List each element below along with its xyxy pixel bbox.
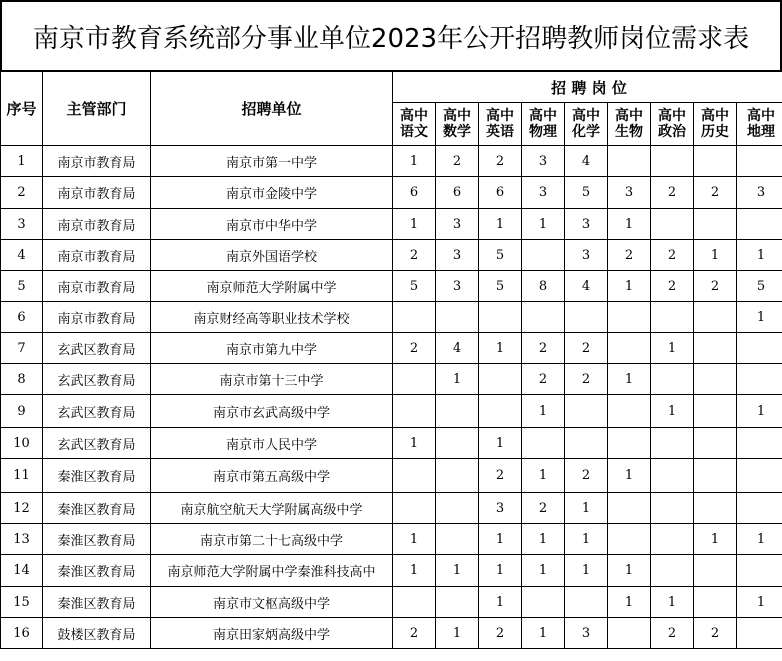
row-count bbox=[565, 587, 608, 618]
row-dept: 秦淮区教育局 bbox=[43, 587, 151, 618]
row-unit: 南京市玄武高级中学 bbox=[151, 395, 393, 428]
table-row bbox=[1, 618, 782, 649]
subject-name: 数学 bbox=[443, 124, 471, 140]
row-dept: 秦淮区教育局 bbox=[43, 459, 151, 493]
subject-level: 高中 bbox=[443, 108, 471, 124]
row-count bbox=[737, 459, 782, 493]
row-seq: 10 bbox=[1, 428, 43, 459]
table-row bbox=[1, 395, 782, 428]
row-count bbox=[651, 209, 694, 240]
row-dept: 南京市教育局 bbox=[43, 146, 151, 177]
row-count bbox=[565, 395, 608, 428]
header-subject bbox=[393, 103, 436, 146]
row-count bbox=[608, 428, 651, 459]
subject-name: 化学 bbox=[572, 124, 600, 140]
table-row bbox=[1, 493, 782, 524]
row-count: 1 bbox=[393, 209, 436, 240]
row-count: 1 bbox=[565, 493, 608, 524]
row-count bbox=[436, 587, 479, 618]
row-count: 1 bbox=[737, 240, 782, 271]
row-count: 2 bbox=[694, 177, 737, 209]
table-row bbox=[1, 587, 782, 618]
row-count bbox=[522, 240, 565, 271]
row-count: 3 bbox=[436, 209, 479, 240]
row-count bbox=[694, 302, 737, 333]
header-subject bbox=[608, 103, 651, 146]
row-count bbox=[522, 428, 565, 459]
row-count: 2 bbox=[522, 333, 565, 364]
row-count bbox=[694, 209, 737, 240]
row-count: 1 bbox=[651, 333, 694, 364]
row-count: 1 bbox=[694, 240, 737, 271]
subject-name: 物理 bbox=[529, 124, 557, 140]
table-row bbox=[1, 428, 782, 459]
row-count bbox=[737, 146, 782, 177]
row-count: 1 bbox=[737, 524, 782, 555]
row-count: 2 bbox=[436, 146, 479, 177]
header-subject bbox=[565, 103, 608, 146]
row-count bbox=[436, 302, 479, 333]
row-count: 1 bbox=[565, 555, 608, 587]
row-dept: 秦淮区教育局 bbox=[43, 493, 151, 524]
table-row bbox=[1, 302, 782, 333]
row-count bbox=[651, 524, 694, 555]
row-count: 1 bbox=[608, 364, 651, 395]
table-row bbox=[1, 333, 782, 364]
header-subject bbox=[694, 103, 737, 146]
row-count bbox=[436, 428, 479, 459]
row-unit: 南京田家炳高级中学 bbox=[151, 618, 393, 649]
row-count: 3 bbox=[737, 177, 782, 209]
row-seq: 11 bbox=[1, 459, 43, 493]
row-count bbox=[393, 395, 436, 428]
row-dept: 玄武区教育局 bbox=[43, 428, 151, 459]
row-seq: 2 bbox=[1, 177, 43, 209]
row-unit: 南京市第一中学 bbox=[151, 146, 393, 177]
header-seq: 序号 bbox=[1, 72, 43, 146]
row-count bbox=[694, 395, 737, 428]
row-unit: 南京师范大学附属中学 bbox=[151, 271, 393, 302]
row-count bbox=[651, 302, 694, 333]
subject-level: 高中 bbox=[747, 108, 776, 124]
row-count: 2 bbox=[479, 146, 522, 177]
row-unit: 南京市中华中学 bbox=[151, 209, 393, 240]
row-count bbox=[694, 364, 737, 395]
row-count bbox=[608, 302, 651, 333]
row-count bbox=[694, 493, 737, 524]
row-count: 1 bbox=[522, 395, 565, 428]
row-count: 1 bbox=[522, 618, 565, 649]
row-dept: 鼓楼区教育局 bbox=[43, 618, 151, 649]
table-row bbox=[1, 364, 782, 395]
row-count: 2 bbox=[651, 271, 694, 302]
row-count: 4 bbox=[436, 333, 479, 364]
row-dept: 南京市教育局 bbox=[43, 209, 151, 240]
row-count: 1 bbox=[479, 209, 522, 240]
row-count: 2 bbox=[694, 618, 737, 649]
subject-level: 高中 bbox=[615, 108, 643, 124]
row-unit: 南京航空航天大学附属高级中学 bbox=[151, 493, 393, 524]
row-count bbox=[393, 459, 436, 493]
row-count bbox=[651, 555, 694, 587]
row-count bbox=[522, 302, 565, 333]
row-dept: 秦淮区教育局 bbox=[43, 524, 151, 555]
row-count: 1 bbox=[522, 459, 565, 493]
subject-name: 生物 bbox=[615, 124, 643, 140]
row-count: 2 bbox=[479, 618, 522, 649]
row-count: 3 bbox=[436, 271, 479, 302]
row-count: 5 bbox=[393, 271, 436, 302]
row-count: 3 bbox=[522, 146, 565, 177]
row-count: 2 bbox=[565, 364, 608, 395]
row-count bbox=[608, 493, 651, 524]
row-count: 3 bbox=[565, 240, 608, 271]
row-unit: 南京市第九中学 bbox=[151, 333, 393, 364]
row-count: 4 bbox=[565, 271, 608, 302]
row-dept: 玄武区教育局 bbox=[43, 333, 151, 364]
row-seq: 12 bbox=[1, 493, 43, 524]
row-count bbox=[737, 364, 782, 395]
row-unit: 南京师范大学附属中学秦淮科技高中 bbox=[151, 555, 393, 587]
row-seq: 3 bbox=[1, 209, 43, 240]
row-count bbox=[694, 555, 737, 587]
table-row bbox=[1, 459, 782, 493]
row-count: 1 bbox=[651, 395, 694, 428]
row-unit: 南京市第五高级中学 bbox=[151, 459, 393, 493]
row-seq: 9 bbox=[1, 395, 43, 428]
row-count: 1 bbox=[608, 459, 651, 493]
row-dept: 南京市教育局 bbox=[43, 302, 151, 333]
row-count bbox=[479, 395, 522, 428]
row-seq: 16 bbox=[1, 618, 43, 649]
row-seq: 13 bbox=[1, 524, 43, 555]
header-dept: 主管部门 bbox=[43, 72, 151, 146]
row-count: 1 bbox=[608, 587, 651, 618]
row-seq: 7 bbox=[1, 333, 43, 364]
row-count: 4 bbox=[565, 146, 608, 177]
row-unit: 南京市金陵中学 bbox=[151, 177, 393, 209]
row-count: 2 bbox=[565, 333, 608, 364]
row-count bbox=[608, 146, 651, 177]
row-count bbox=[694, 146, 737, 177]
table-row bbox=[1, 524, 782, 555]
row-count: 1 bbox=[651, 587, 694, 618]
row-count bbox=[737, 428, 782, 459]
row-count bbox=[393, 587, 436, 618]
row-count bbox=[651, 364, 694, 395]
row-count bbox=[565, 302, 608, 333]
row-count bbox=[479, 364, 522, 395]
table-row bbox=[1, 146, 782, 177]
row-count bbox=[737, 209, 782, 240]
row-seq: 15 bbox=[1, 587, 43, 618]
row-count: 2 bbox=[694, 271, 737, 302]
page-title: 南京市教育系统部分事业单位2023年公开招聘教师岗位需求表 bbox=[0, 0, 782, 72]
header-subject bbox=[436, 103, 479, 146]
row-count bbox=[694, 459, 737, 493]
row-count: 6 bbox=[393, 177, 436, 209]
subject-name: 英语 bbox=[486, 124, 514, 140]
row-seq: 6 bbox=[1, 302, 43, 333]
row-unit: 南京市文枢高级中学 bbox=[151, 587, 393, 618]
row-count: 3 bbox=[565, 618, 608, 649]
row-count: 3 bbox=[565, 209, 608, 240]
row-seq: 8 bbox=[1, 364, 43, 395]
row-dept: 南京市教育局 bbox=[43, 271, 151, 302]
row-count: 1 bbox=[608, 209, 651, 240]
subject-level: 高中 bbox=[658, 108, 686, 124]
row-dept: 玄武区教育局 bbox=[43, 395, 151, 428]
subject-level: 高中 bbox=[701, 108, 729, 124]
row-count bbox=[694, 333, 737, 364]
subject-level: 高中 bbox=[486, 108, 514, 124]
row-seq: 14 bbox=[1, 555, 43, 587]
row-count bbox=[393, 364, 436, 395]
row-count bbox=[737, 493, 782, 524]
header-posts: 招 聘 岗 位 bbox=[393, 72, 782, 103]
row-dept: 南京市教育局 bbox=[43, 240, 151, 271]
row-count bbox=[737, 618, 782, 649]
row-count: 2 bbox=[651, 177, 694, 209]
header-unit: 招聘单位 bbox=[151, 72, 393, 146]
row-count: 5 bbox=[737, 271, 782, 302]
row-count: 1 bbox=[522, 555, 565, 587]
row-count: 5 bbox=[479, 271, 522, 302]
row-count bbox=[651, 459, 694, 493]
row-count: 1 bbox=[393, 428, 436, 459]
row-count bbox=[436, 493, 479, 524]
row-count bbox=[608, 395, 651, 428]
row-count: 1 bbox=[737, 587, 782, 618]
row-count bbox=[608, 618, 651, 649]
row-count: 3 bbox=[608, 177, 651, 209]
row-count bbox=[694, 428, 737, 459]
row-count: 1 bbox=[608, 555, 651, 587]
row-count: 1 bbox=[479, 555, 522, 587]
row-count: 1 bbox=[479, 587, 522, 618]
row-count bbox=[737, 333, 782, 364]
row-count: 1 bbox=[694, 524, 737, 555]
row-dept: 南京市教育局 bbox=[43, 177, 151, 209]
subject-level: 高中 bbox=[572, 108, 600, 124]
row-count bbox=[565, 428, 608, 459]
header-subject bbox=[651, 103, 694, 146]
row-count: 2 bbox=[651, 240, 694, 271]
row-count bbox=[393, 302, 436, 333]
row-count: 1 bbox=[393, 555, 436, 587]
row-count: 1 bbox=[393, 524, 436, 555]
row-unit: 南京财经高等职业技术学校 bbox=[151, 302, 393, 333]
row-unit: 南京市第二十七高级中学 bbox=[151, 524, 393, 555]
row-count: 1 bbox=[436, 618, 479, 649]
row-count: 2 bbox=[393, 240, 436, 271]
row-count: 1 bbox=[565, 524, 608, 555]
row-unit: 南京市人民中学 bbox=[151, 428, 393, 459]
recruitment-table bbox=[0, 71, 782, 649]
row-count: 2 bbox=[565, 459, 608, 493]
row-count bbox=[737, 555, 782, 587]
row-unit: 南京市第十三中学 bbox=[151, 364, 393, 395]
row-count: 3 bbox=[436, 240, 479, 271]
row-seq: 5 bbox=[1, 271, 43, 302]
row-count: 1 bbox=[737, 395, 782, 428]
row-count: 1 bbox=[436, 364, 479, 395]
row-count: 3 bbox=[522, 177, 565, 209]
row-count: 1 bbox=[522, 524, 565, 555]
table-row bbox=[1, 177, 782, 209]
row-count: 2 bbox=[522, 493, 565, 524]
row-count: 5 bbox=[479, 240, 522, 271]
subject-name: 地理 bbox=[747, 124, 776, 140]
row-count: 1 bbox=[522, 209, 565, 240]
subject-level: 高中 bbox=[529, 108, 557, 124]
row-count bbox=[436, 524, 479, 555]
row-count: 1 bbox=[737, 302, 782, 333]
table-row bbox=[1, 271, 782, 302]
row-count bbox=[651, 493, 694, 524]
header-subject bbox=[737, 103, 782, 146]
row-count: 8 bbox=[522, 271, 565, 302]
subject-name: 政治 bbox=[658, 124, 686, 140]
table-row bbox=[1, 240, 782, 271]
row-count: 2 bbox=[393, 333, 436, 364]
row-count bbox=[522, 587, 565, 618]
row-seq: 1 bbox=[1, 146, 43, 177]
subject-name: 历史 bbox=[701, 124, 729, 140]
row-count: 6 bbox=[479, 177, 522, 209]
row-count bbox=[651, 146, 694, 177]
row-dept: 秦淮区教育局 bbox=[43, 555, 151, 587]
row-count bbox=[436, 395, 479, 428]
row-count bbox=[608, 524, 651, 555]
row-count: 1 bbox=[393, 146, 436, 177]
row-count: 2 bbox=[393, 618, 436, 649]
row-count bbox=[651, 428, 694, 459]
row-count bbox=[393, 493, 436, 524]
row-count bbox=[479, 302, 522, 333]
row-count bbox=[436, 459, 479, 493]
row-count: 2 bbox=[522, 364, 565, 395]
row-count: 1 bbox=[479, 333, 522, 364]
row-count: 2 bbox=[651, 618, 694, 649]
row-count: 5 bbox=[565, 177, 608, 209]
row-count: 1 bbox=[436, 555, 479, 587]
row-count: 2 bbox=[479, 459, 522, 493]
table-row bbox=[1, 209, 782, 240]
row-count: 2 bbox=[608, 240, 651, 271]
row-unit: 南京外国语学校 bbox=[151, 240, 393, 271]
table-row bbox=[1, 555, 782, 587]
row-dept: 玄武区教育局 bbox=[43, 364, 151, 395]
row-count bbox=[608, 333, 651, 364]
subject-name: 语文 bbox=[400, 124, 428, 140]
header-subject bbox=[479, 103, 522, 146]
row-count: 3 bbox=[479, 493, 522, 524]
row-count: 6 bbox=[436, 177, 479, 209]
row-count bbox=[694, 587, 737, 618]
subject-level: 高中 bbox=[400, 108, 428, 124]
header-subject bbox=[522, 103, 565, 146]
row-count: 1 bbox=[608, 271, 651, 302]
row-count: 1 bbox=[479, 524, 522, 555]
row-count: 1 bbox=[479, 428, 522, 459]
row-seq: 4 bbox=[1, 240, 43, 271]
